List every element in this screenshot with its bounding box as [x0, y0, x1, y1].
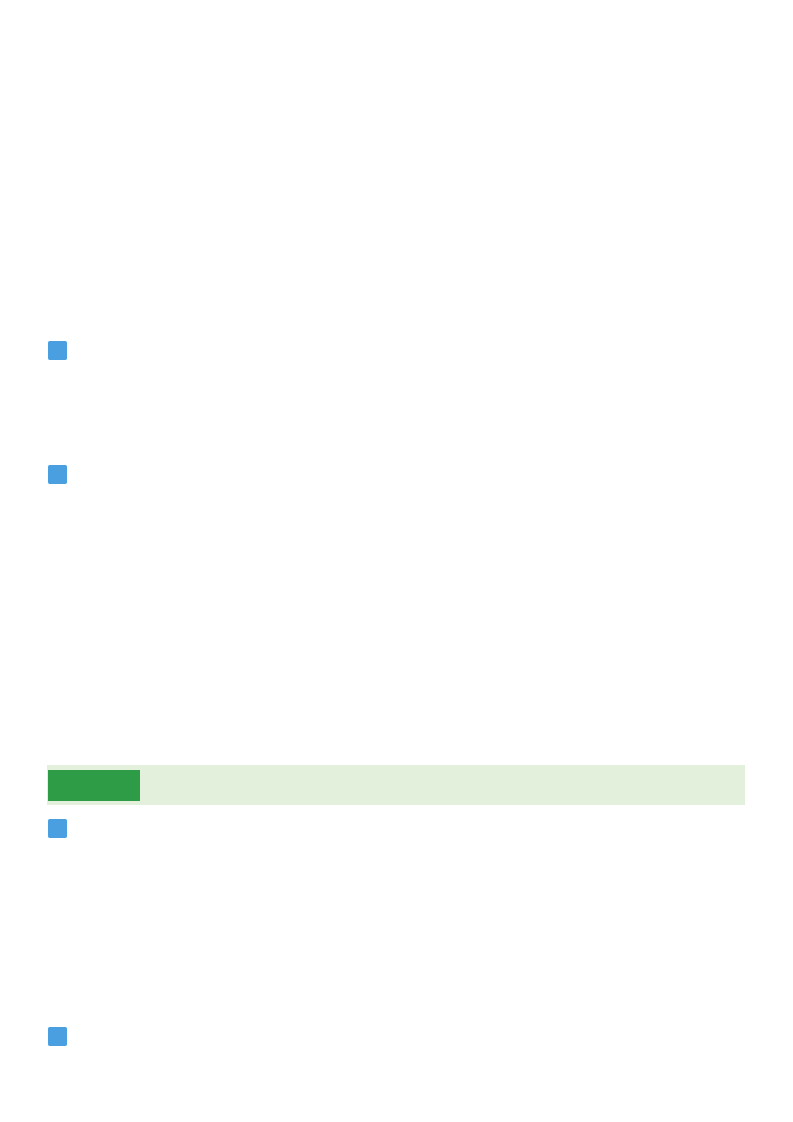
section-number-badge: [48, 819, 67, 838]
section-number-badge: [48, 1027, 67, 1046]
unit-tag: [48, 770, 140, 801]
unit-banner: [47, 765, 745, 805]
section-number-badge: [48, 465, 67, 484]
section-write-title: [48, 339, 71, 361]
section-words-title: [48, 463, 71, 485]
unit-section-write-title: [48, 1025, 71, 1047]
section-number-badge: [48, 341, 67, 360]
unit-section-recognize-title: [48, 817, 71, 839]
